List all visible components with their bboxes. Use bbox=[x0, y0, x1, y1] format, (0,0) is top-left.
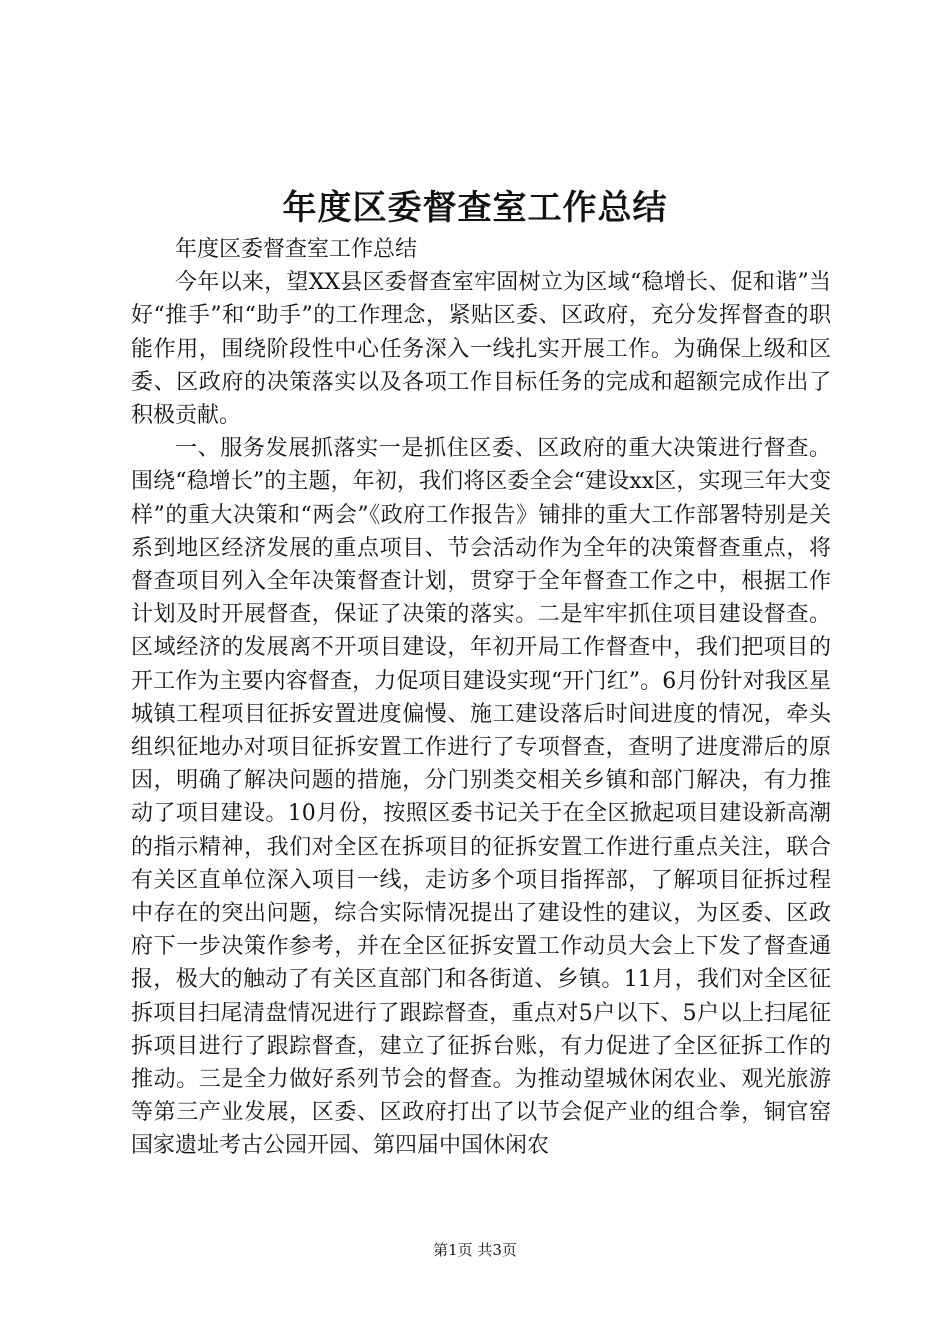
paragraph-intro: 今年以来，望XX县区委督查室牢固树立为区域“稳增长、促和谐”当好“推手”和“助手”的工作理念，紧贴区委、区政府，充分发挥督查的职能作用，围绕阶段性中心任务深入一线扎实开展工作。为确保上级和区委、区政府的决策落实以及各项工作目标任务的完成和超额完成作出了积极贡献。 bbox=[131, 270, 831, 429]
document-title: 年度区委督查室工作总结 bbox=[282, 188, 668, 228]
document-body bbox=[131, 233, 831, 1163]
page-number-footer: 第1页 共3页 bbox=[433, 1241, 517, 1259]
paragraph-subtitle: 年度区委督查室工作总结 bbox=[175, 237, 418, 262]
paragraph-section-one: 一、服务发展抓落实一是抓住区委、区政府的重大决策进行督查。围绕“稳增长”的主题，年初，我们将区委全会“建设xx区，实现三年大变样”的重大决策和“两会”《政府工作报告》铺排的重大工作部署特别是关系到地区经济发展的重点项目、节会活动作为全年的决策督查重点，将督查项目列入全年决策督查计划，贯穿于全年督查工作之中，根据工作计划及时开展督查，保证了决策的落实。二是牢牢抓住项目建设督查。区域经济的发展离不开项目建设，年初开局工作督查中，我们把项目的开工作为主要内容督查，力促项目建设实现“开门红”。6月份针对我区星城镇工程项目征拆安置进度偏慢、施工建设落后时间进度的情况，牵头组织征地办对项目征拆安置工作进行了专项督查，查明了进度滞后的原因，明确了解决问题的措施，分门别类交相关乡镇和部门解决，有力推动了项目建设。10月份，按照区委书记关于在全区掀起项目建设新高潮的指示精神，我们对全区在拆项目的征拆安置工作进行重点关注，联合有关区直单位深入项目一线，走访多个项目指挥部，了解项目征拆过程中存在的突出问题，综合实际情况提出了建设性的建议，为区委、区政府下一步决策作参考，并在全区征拆安置工作动员大会上下发了督查通报，极大的触动了有关区直部门和各街道、乡镇。11月，我们对全区征拆项目扫尾清盘情况进行了跟踪督查，重点对5户以下、5户以上扫尾征拆项目进行了跟踪督查，建立了征拆台账，有力促进了全区征拆工作的推动。三是全力做好系列节会的督查。为推动望城休闲农业、观光旅游等第三产业发展，区委、区政府打出了以节会促产业的组合拳，铜官窑国家遗址考古公园开园、第四届中国休闲农 bbox=[131, 436, 831, 1159]
